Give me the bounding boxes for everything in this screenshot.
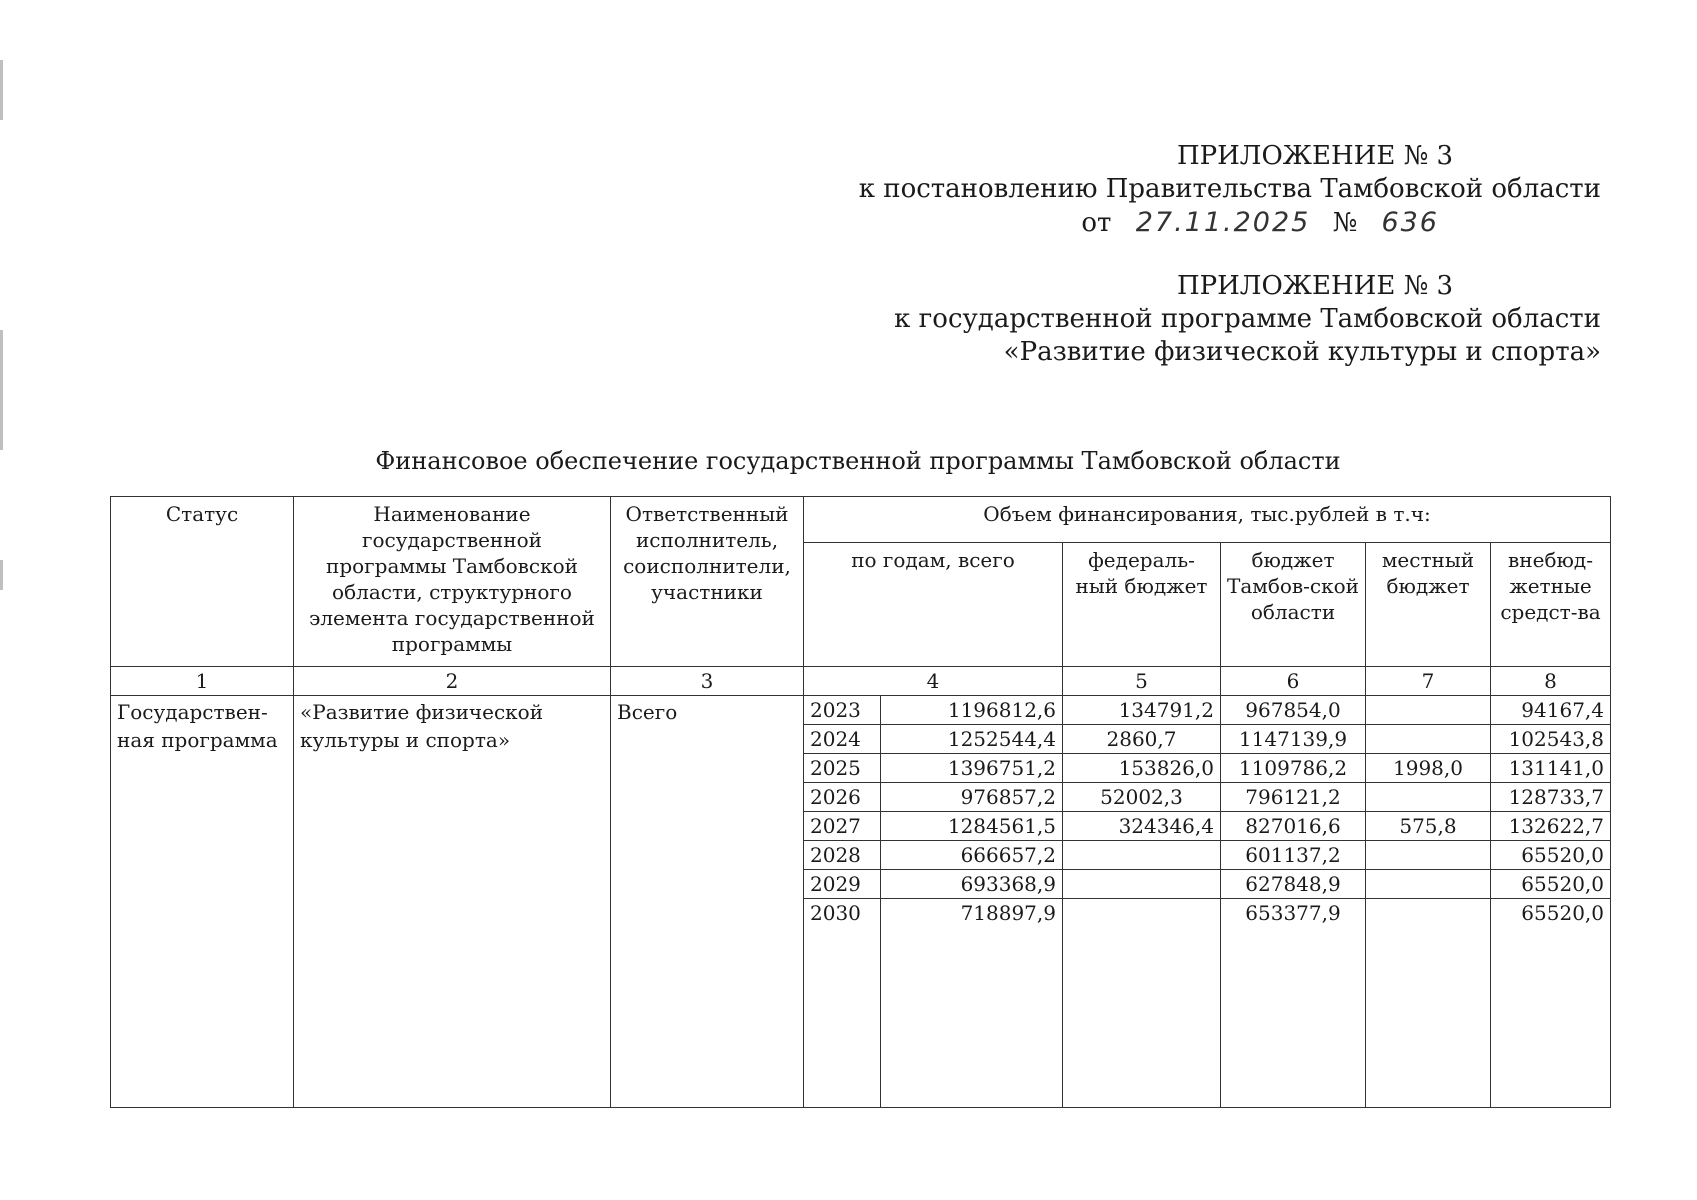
column-number-row xyxy=(111,667,1611,696)
total-cell: 1396751,2 xyxy=(881,754,1063,783)
federal-cell: 134791,2 xyxy=(1063,696,1221,725)
header-regional: бюджет Тамбов-ской области xyxy=(1221,543,1366,667)
local-cell xyxy=(1366,783,1491,812)
header-status: Статус xyxy=(111,497,294,667)
program-name: «Развитие физической культуры и спорта» xyxy=(1003,337,1601,367)
extrabudget-cell: 65520,0 xyxy=(1491,841,1611,870)
regional-cell: 627848,9 xyxy=(1221,870,1366,899)
empty-cell xyxy=(1221,927,1366,1108)
column-number: 8 xyxy=(1491,667,1611,696)
local-cell xyxy=(1366,725,1491,754)
extrabudget-cell: 94167,4 xyxy=(1491,696,1611,725)
local-cell xyxy=(1366,841,1491,870)
header-program-name: Наименование государственной программы Тамбовской области, структурного элемента государственной программы xyxy=(294,497,611,667)
regional-cell: 827016,6 xyxy=(1221,812,1366,841)
empty-cell xyxy=(1491,927,1611,1108)
appendix-title: ПРИЛОЖЕНИЕ № 3 xyxy=(1176,271,1453,301)
table-row xyxy=(111,696,1611,725)
regional-cell: 1109786,2 xyxy=(1221,754,1366,783)
column-number: 6 xyxy=(1221,667,1366,696)
empty-cell xyxy=(1063,927,1221,1108)
federal-cell xyxy=(1063,899,1221,928)
header-local: местный бюджет xyxy=(1366,543,1491,667)
header-extrabudget: внебюд-жетные средст-ва xyxy=(1491,543,1611,667)
extrabudget-cell: 132622,7 xyxy=(1491,812,1611,841)
empty-cell xyxy=(881,927,1063,1108)
header-by-years: по годам, всего xyxy=(804,543,1063,667)
appendix-subtitle: к государственной программе Тамбовской области xyxy=(894,304,1601,334)
local-cell xyxy=(1366,696,1491,725)
extrabudget-cell: 128733,7 xyxy=(1491,783,1611,812)
regional-cell: 1147139,9 xyxy=(1221,725,1366,754)
regional-cell: 796121,2 xyxy=(1221,783,1366,812)
number-prefix: № xyxy=(1332,208,1358,238)
year-cell: 2028 xyxy=(804,841,881,870)
year-cell: 2024 xyxy=(804,725,881,754)
year-cell: 2025 xyxy=(804,754,881,783)
column-number: 7 xyxy=(1366,667,1491,696)
financing-table xyxy=(110,496,1611,1108)
federal-cell: 52002,3 xyxy=(1063,783,1221,812)
federal-cell: 153826,0 xyxy=(1063,754,1221,783)
decree-date-number xyxy=(859,206,1601,240)
column-number: 5 xyxy=(1063,667,1221,696)
scan-edge-mark xyxy=(0,330,3,450)
appendix-header-decree xyxy=(859,140,1601,240)
extrabudget-cell: 131141,0 xyxy=(1491,754,1611,783)
column-number: 2 xyxy=(294,667,611,696)
year-cell: 2027 xyxy=(804,812,881,841)
responsible-cell: Всего xyxy=(611,696,804,1108)
header-financing-volume: Объем финансирования, тыс.рублей в т.ч: xyxy=(804,497,1611,543)
local-cell xyxy=(1366,899,1491,928)
local-cell: 575,8 xyxy=(1366,812,1491,841)
local-cell xyxy=(1366,870,1491,899)
extrabudget-cell: 102543,8 xyxy=(1491,725,1611,754)
handwritten-date: 27.11.2025 xyxy=(1135,207,1311,238)
total-cell: 1196812,6 xyxy=(881,696,1063,725)
total-cell: 718897,9 xyxy=(881,899,1063,928)
date-prefix: от xyxy=(1081,208,1112,238)
total-cell: 1284561,5 xyxy=(881,812,1063,841)
column-number: 3 xyxy=(611,667,804,696)
total-cell: 976857,2 xyxy=(881,783,1063,812)
year-cell: 2029 xyxy=(804,870,881,899)
federal-cell xyxy=(1063,870,1221,899)
regional-cell: 653377,9 xyxy=(1221,899,1366,928)
local-cell: 1998,0 xyxy=(1366,754,1491,783)
empty-cell xyxy=(1366,927,1491,1108)
total-cell: 1252544,4 xyxy=(881,725,1063,754)
year-cell: 2030 xyxy=(804,899,881,928)
handwritten-number: 636 xyxy=(1381,207,1439,238)
federal-cell xyxy=(1063,841,1221,870)
scan-edge-mark xyxy=(0,560,3,590)
year-cell: 2023 xyxy=(804,696,881,725)
status-cell: Государствен-ная программа xyxy=(111,696,294,1108)
column-number: 1 xyxy=(111,667,294,696)
federal-cell: 2860,7 xyxy=(1063,725,1221,754)
extrabudget-cell: 65520,0 xyxy=(1491,870,1611,899)
federal-cell: 324346,4 xyxy=(1063,812,1221,841)
regional-cell: 601137,2 xyxy=(1221,841,1366,870)
document-title: Финансовое обеспечение государственной программы Тамбовской области xyxy=(375,447,1341,475)
total-cell: 693368,9 xyxy=(881,870,1063,899)
empty-cell xyxy=(804,927,881,1108)
regional-cell: 967854,0 xyxy=(1221,696,1366,725)
header-federal: федераль-ный бюджет xyxy=(1063,543,1221,667)
appendix-title: ПРИЛОЖЕНИЕ № 3 xyxy=(1176,141,1453,171)
column-number: 4 xyxy=(804,667,1063,696)
appendix-subtitle: к постановлению Правительства Тамбовской области xyxy=(858,174,1601,204)
total-cell: 666657,2 xyxy=(881,841,1063,870)
program-name-cell: «Развитие физической культуры и спорта» xyxy=(294,696,611,1108)
scan-edge-mark xyxy=(0,60,3,120)
year-cell: 2026 xyxy=(804,783,881,812)
extrabudget-cell: 65520,0 xyxy=(1491,899,1611,928)
appendix-header-program xyxy=(894,270,1601,369)
header-responsible: Ответственный исполнитель, соисполнители, участники xyxy=(611,497,804,667)
